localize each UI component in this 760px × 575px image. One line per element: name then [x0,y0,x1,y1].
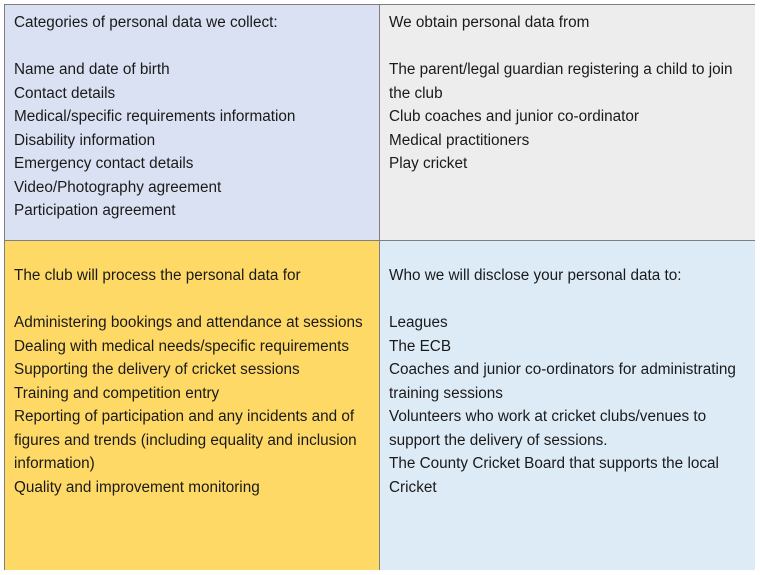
list-item: Dealing with medical needs/specific requirements [14,337,349,355]
cell-data-collected [5,5,380,241]
list-item: Quality and improvement monitoring [14,478,260,496]
list-item: The County Cricket Board that supports the local Cricket [389,455,719,496]
list-item: Disability information [14,131,156,149]
disclose-list [389,311,747,499]
list-item: The parent/legal guardian registering a child to join the club [389,61,733,102]
list-item: Coaches and junior co-ordinators for administrating training sessions [389,361,736,402]
list-item: Medical practitioners [389,131,530,149]
list-item: Medical/specific requirements information [14,108,296,125]
process-list [14,311,371,499]
personal-data-table [4,4,755,570]
list-item: Play cricket [389,155,468,172]
list-item: Volunteers who work at cricket clubs/venues to support the delivery of sessions. [389,408,707,449]
list-item: Club coaches and junior co-ordinator [389,108,639,125]
list-item: The ECB [389,337,452,355]
list-item: Administering bookings and attendance at sessions [14,314,363,331]
list-item: Name and date of birth [14,61,170,78]
cell-heading-obtain: We obtain personal data from [389,14,590,31]
cell-data-sources [380,5,755,241]
list-item: Reporting of participation and any incidents and of figures and trends (including equality and inclusion information) [14,408,357,472]
cell-heading-disclose: Who we will disclose your personal data to: [389,267,682,284]
collect-list [14,58,371,223]
list-item: Training and competition entry [14,384,220,402]
list-item: Participation agreement [14,202,176,219]
cell-processing-purposes [5,241,380,570]
list-item: Emergency contact details [14,155,194,172]
cell-heading-process: The club will process the personal data for [14,267,301,284]
cell-heading-collect: Categories of personal data we collect: [14,14,278,31]
list-item: Video/Photography agreement [14,178,222,196]
list-item: Supporting the delivery of cricket sessions [14,361,300,378]
list-item: Contact details [14,84,116,102]
cell-disclosure-recipients [380,241,755,570]
list-item: Leagues [389,314,448,331]
obtain-list [389,58,747,176]
